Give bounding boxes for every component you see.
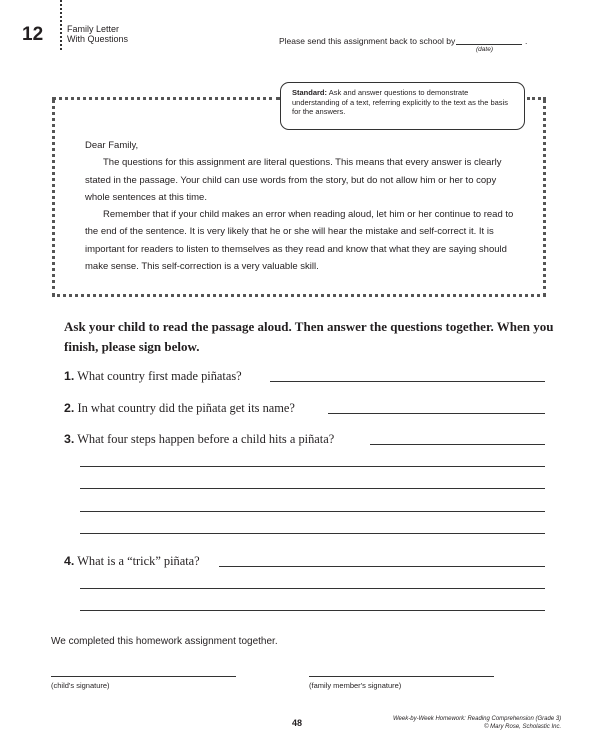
question-2: [64, 401, 295, 416]
standard-label: Standard:: [292, 88, 328, 97]
question-text: In what country did the piñata get its name?: [77, 401, 295, 415]
letter-paragraph-2: Remember that if your child makes an error when reading aloud, let him or her continue to read to the end of the sentence. It is very likely that he or she will hear the mistake and self-correct it. It is important for readers to listen to themselves as they read and know that what they are saying should make sense. This self-correction is a very valuable skill.: [85, 209, 514, 273]
date-label: (date): [476, 46, 493, 53]
header-dotted-divider: [60, 0, 62, 50]
send-back-instruction: Please send this assignment back to school by: [279, 36, 456, 46]
question-4: [64, 554, 200, 569]
standard-box: [280, 82, 525, 130]
question-number: 1.: [64, 369, 75, 383]
answer-line-3a[interactable]: [370, 444, 545, 445]
standard-text: Ask and answer questions to demonstrate understanding of a text, referring explicitly to the text as the basis for the answers.: [292, 88, 508, 116]
lesson-title-line1: Family Letter: [67, 24, 120, 34]
question-3: [64, 432, 334, 447]
credit-line-1: Week-by-Week Homework: Reading Comprehension (Grade 3): [393, 716, 562, 722]
question-text: What is a “trick” piñata?: [77, 554, 200, 568]
credit: [393, 715, 561, 731]
question-number: 2.: [64, 401, 75, 415]
answer-line-3c[interactable]: [80, 488, 545, 489]
letter-paragraph-1: The questions for this assignment are literal questions. This means that every answer is clearly stated in the passage. Your child can use words from the story, but do not allow him or her to copy whole sentences at this time.: [85, 157, 502, 203]
completion-statement: We completed this homework assignment together.: [51, 636, 278, 647]
child-signature-field[interactable]: [51, 676, 236, 677]
date-period: .: [525, 36, 528, 46]
answer-line-3e[interactable]: [80, 533, 545, 534]
lesson-title: [67, 24, 128, 44]
letter-greeting: Dear Family,: [85, 140, 139, 151]
answer-line-4b[interactable]: [80, 588, 545, 589]
answer-line-3d[interactable]: [80, 511, 545, 512]
page-number: 48: [292, 718, 303, 728]
answer-line-4c[interactable]: [80, 610, 545, 611]
family-letter: [85, 137, 523, 275]
question-number: 3.: [64, 432, 75, 446]
question-text: What four steps happen before a child hits a piñata?: [77, 432, 335, 446]
lesson-title-line2: With Questions: [67, 34, 129, 44]
answer-line-4a[interactable]: [219, 566, 545, 567]
question-number: 4.: [64, 554, 75, 568]
answer-line-2[interactable]: [328, 413, 545, 414]
credit-line-2: © Mary Rose, Scholastic Inc.: [484, 724, 562, 730]
answer-line-3b[interactable]: [80, 466, 545, 467]
instructions: Ask your child to read the passage aloud. Then answer the questions together. When you finish, please sign below.: [64, 319, 554, 354]
lesson-number: 12: [22, 24, 44, 45]
family-signature-label: (family member's signature): [309, 681, 402, 690]
family-signature-field[interactable]: [309, 676, 494, 677]
question-text: What country first made piñatas?: [77, 369, 242, 383]
child-signature-label: (child's signature): [51, 681, 110, 690]
answer-line-1[interactable]: [270, 381, 545, 382]
date-field[interactable]: [456, 44, 522, 45]
question-1: [64, 369, 242, 384]
